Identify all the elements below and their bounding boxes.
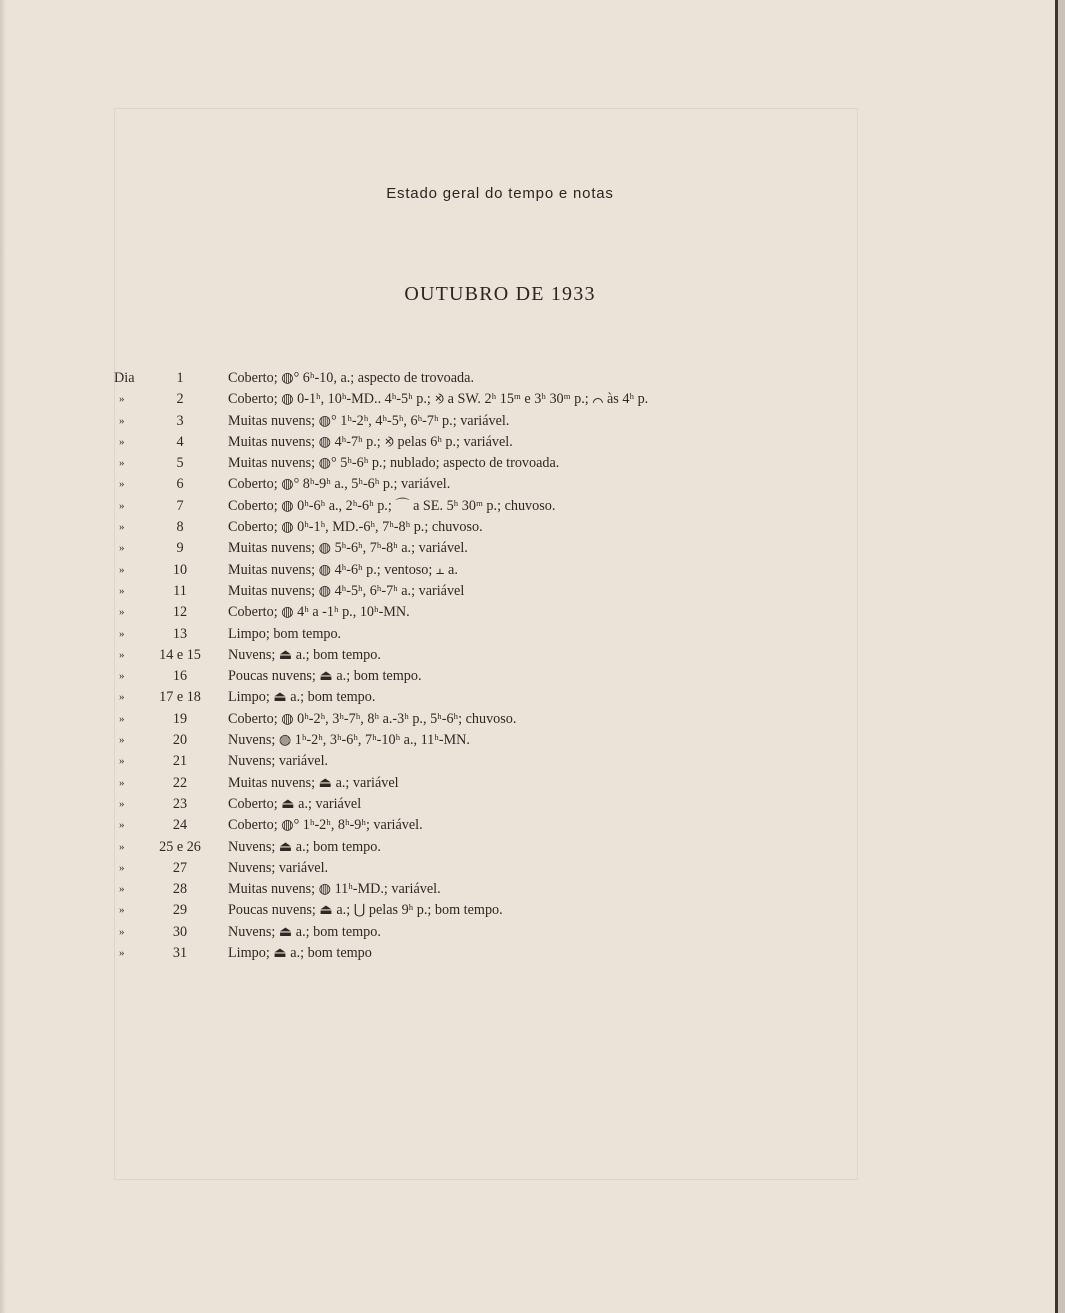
day-number: 27 [172,859,188,876]
day-number: 20 [172,732,188,749]
ditto-mark: » [119,691,125,704]
weather-description: Coberto; ⏏ a.; variável [228,795,362,812]
day-number: 19 [172,710,188,727]
ditto-mark: » [119,819,125,832]
ditto-mark: » [119,478,125,491]
day-number: 23 [172,795,188,812]
ditto-mark: » [119,797,125,810]
day-number: 13 [172,625,188,642]
day-number: 11 [173,582,187,599]
weather-description: Coberto; ◍ 0ʰ-6ʰ a., 2ʰ-6ʰ p.; ⌒ a SE. 5ʰ 30ᵐ p.; chuvoso. [228,497,556,514]
day-number: 28 [172,881,188,898]
weather-description: Nuvens; ◍ 1ʰ-2ʰ, 3ʰ-6ʰ, 7ʰ-10ʰ a., 11ʰ-MN. [228,732,470,749]
table-row [0,922,1000,943]
day-number: 4 [176,433,184,450]
ditto-mark: » [119,755,125,768]
weather-description: Coberto; ◍ 0ʰ-1ʰ, MD.-6ʰ, 7ʰ-8ʰ p.; chuvoso. [228,519,483,536]
ditto-mark: » [119,734,125,747]
ditto-mark: » [119,606,125,619]
table-row [0,943,1000,964]
table-row [0,687,1000,708]
weather-description: Muitas nuvens; ◍° 1ʰ-2ʰ, 4ʰ-5ʰ, 6ʰ-7ʰ p.; variável. [228,412,510,429]
weather-description: Muitas nuvens; ◍ 4ʰ-6ʰ p.; ventoso; ⫠ a. [228,561,458,578]
table-row [0,837,1000,858]
day-number: 12 [172,604,188,621]
table-row [0,474,1000,495]
weather-description: Coberto; ◍° 1ʰ-2ʰ, 8ʰ-9ʰ; variável. [228,817,423,834]
ditto-mark: » [119,584,125,597]
ditto-mark: » [119,393,125,406]
table-row [0,666,1000,687]
day-number: 5 [176,455,184,472]
ditto-mark: » [119,712,125,725]
weather-description: Nuvens; ⏏ a.; bom tempo. [228,646,381,663]
day-number: 21 [172,753,188,770]
weather-description: Muitas nuvens; ⏏ a.; variável [228,774,399,791]
ditto-mark: » [119,861,125,874]
day-number: 29 [172,902,188,919]
weather-description: Coberto; ◍ 0-1ʰ, 10ʰ-MD.. 4ʰ-5ʰ p.; ⨵ a SW. 2ʰ 15ᵐ e 3ʰ 30ᵐ p.; ⌒ às 4ʰ p. [228,391,649,408]
table-row [0,709,1000,730]
table-row [0,453,1000,474]
ditto-mark: » [119,435,125,448]
day-number: 24 [172,817,188,834]
page-right-edge [1058,0,1065,1313]
table-row [0,751,1000,772]
table-row [0,602,1000,623]
table-row [0,581,1000,602]
section-header: Estado geral do tempo e notas [386,185,614,202]
table-row [0,645,1000,666]
table-row [0,879,1000,900]
month-title: OUTUBRO DE 1933 [404,283,596,305]
table-row [0,794,1000,815]
ditto-mark: » [119,563,125,576]
table-row [0,496,1000,517]
table-row [0,730,1000,751]
ditto-mark: » [119,670,125,683]
day-number: 25 e 26 [159,838,201,855]
ditto-mark: » [119,414,125,427]
weather-description: Muitas nuvens; ◍ 11ʰ-MD.; variável. [228,881,441,898]
weather-description: Coberto; ◍ 4ʰ a -1ʰ p., 10ʰ-MN. [228,604,410,621]
weather-description: Muitas nuvens; ◍ 5ʰ-6ʰ, 7ʰ-8ʰ a.; variável. [228,540,468,557]
weather-description: Coberto; ◍° 6ʰ-10, a.; aspecto de trovoada. [228,370,474,386]
table-row [0,773,1000,794]
weather-description: Limpo; ⏏ a.; bom tempo [228,945,372,962]
ditto-mark: » [119,904,125,917]
ditto-mark: » [119,925,125,938]
weather-description: Nuvens; ⏏ a.; bom tempo. [228,838,381,855]
table-row [0,368,1000,389]
day-number: 30 [172,923,188,940]
weather-description: Nuvens; ⏏ a.; bom tempo. [228,923,381,940]
weather-description: Muitas nuvens; ◍ 4ʰ-7ʰ p.; ⨵ pelas 6ʰ p.; variável. [228,433,513,450]
ditto-mark: » [119,947,125,960]
table-row [0,624,1000,645]
table-row [0,858,1000,879]
day-number: 14 e 15 [159,646,201,663]
ditto-mark: » [119,883,125,896]
ditto-mark: » [119,627,125,640]
day-number: 10 [172,561,188,578]
ditto-mark: » [119,521,125,534]
table-row [0,900,1000,921]
table-row [0,389,1000,410]
table-row [0,538,1000,559]
ditto-mark: » [119,542,125,555]
table-row [0,432,1000,453]
table-row [0,815,1000,836]
ditto-mark: » [119,776,125,789]
day-number: 8 [176,519,184,536]
table-row [0,517,1000,538]
ditto-mark: » [119,840,125,853]
ditto-mark: » [119,648,125,661]
day-number: 2 [176,391,184,408]
day-number: 31 [172,945,188,962]
weather-description: Poucas nuvens; ⏏ a.; bom tempo. [228,668,422,685]
table-row [0,411,1000,432]
weather-description: Poucas nuvens; ⏏ a.; ⋃ pelas 9ʰ p.; bom tempo. [228,902,503,919]
day-number: 3 [176,412,184,429]
ditto-mark: » [119,499,125,512]
ditto-mark: » [119,457,125,470]
weather-description: Nuvens; variável. [228,859,329,876]
weather-description: Nuvens; variável. [228,753,329,770]
table-row [0,560,1000,581]
day-number: 22 [172,774,188,791]
weather-description: Muitas nuvens; ◍ 4ʰ-5ʰ, 6ʰ-7ʰ a.; variável [228,582,465,599]
day-number: 16 [172,668,188,685]
weather-description: Limpo; ⏏ a.; bom tempo. [228,689,376,706]
day-number: 17 e 18 [159,689,201,706]
weather-description: Limpo; bom tempo. [228,625,342,642]
weather-description: Muitas nuvens; ◍° 5ʰ-6ʰ p.; nublado; aspecto de trovoada. [228,455,560,472]
weather-description: Coberto; ◍ 0ʰ-2ʰ, 3ʰ-7ʰ, 8ʰ a.-3ʰ p., 5ʰ-6ʰ; chuvoso. [228,710,517,727]
day-number: 7 [176,497,184,514]
day-number: 1 [176,370,184,386]
day-number: 9 [176,540,184,557]
weather-table [0,368,1000,964]
weather-description: Coberto; ◍° 8ʰ-9ʰ a., 5ʰ-6ʰ p.; variável. [228,476,451,493]
day-number: 6 [176,476,184,493]
day-label: Dia [114,370,135,386]
